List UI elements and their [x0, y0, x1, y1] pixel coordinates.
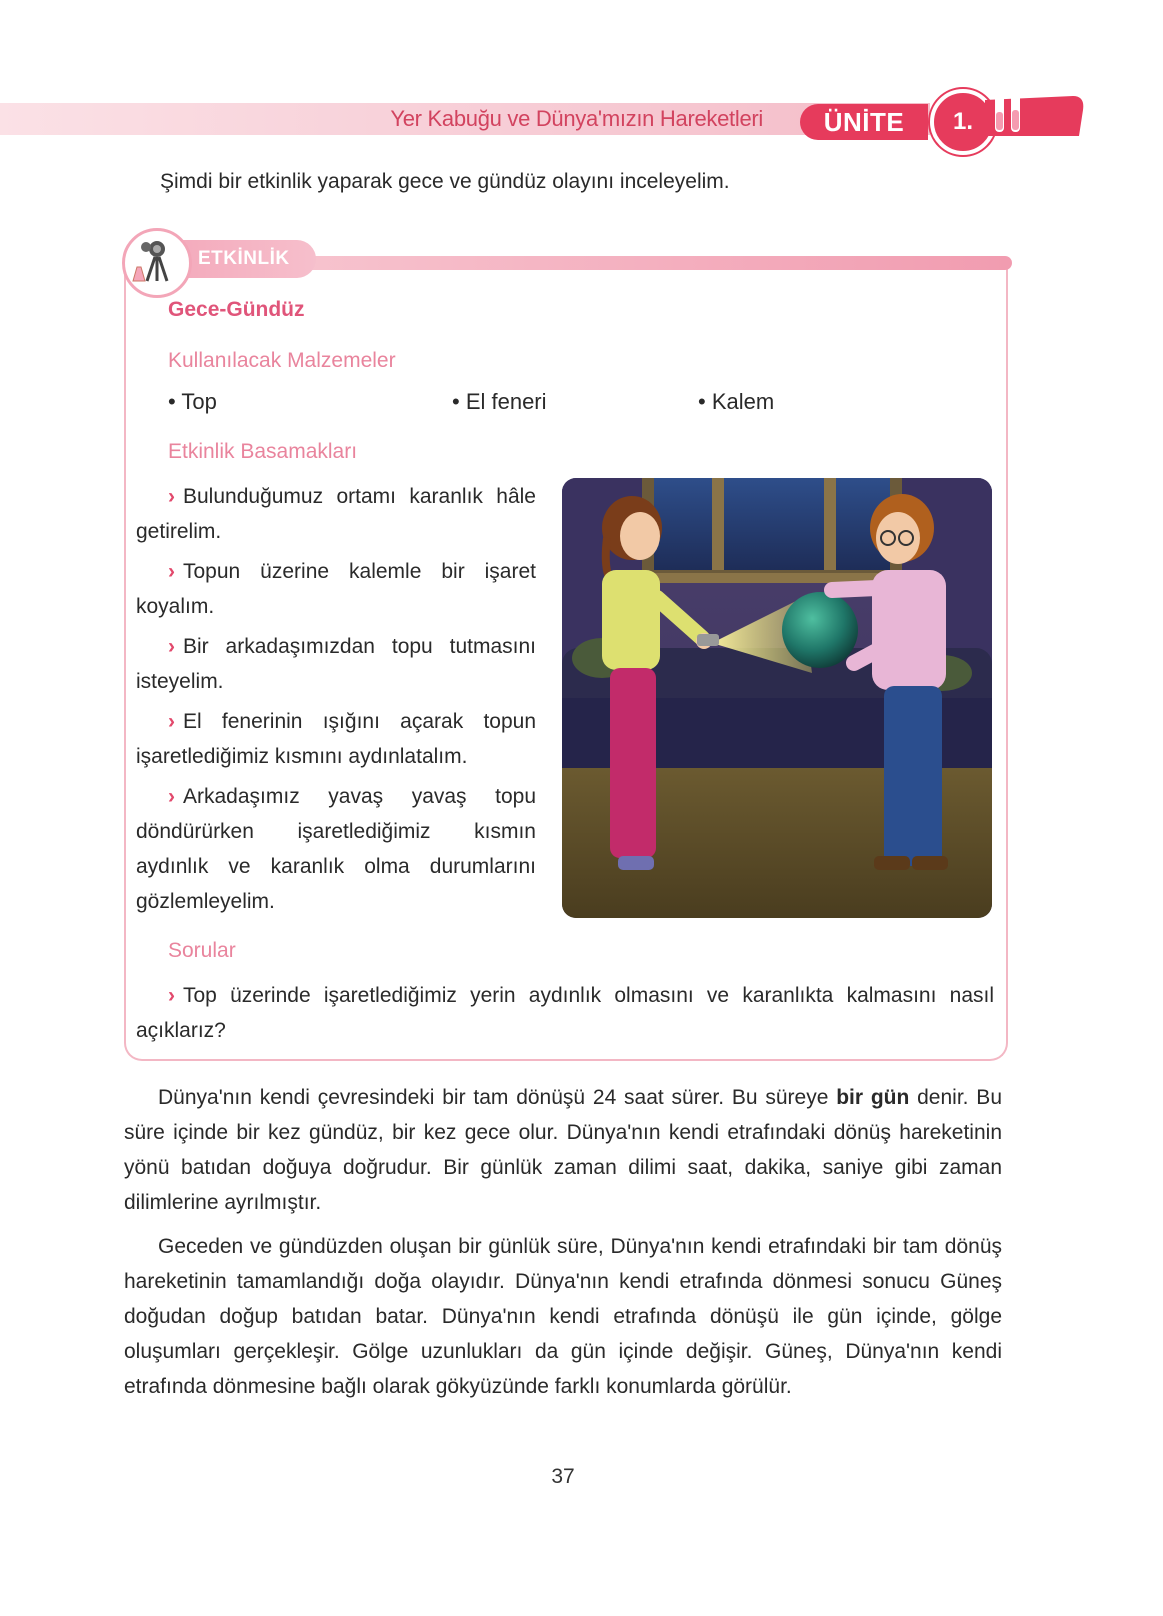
chevron-right-icon: › [168, 635, 175, 658]
questions-heading: Sorular [168, 939, 236, 962]
test-tubes-icon [985, 96, 1085, 140]
activity-title: Gece-Gündüz [168, 298, 305, 321]
paragraph-2: Geceden ve gündüzden oluşan bir günlük süre, Dünya'nın kendi etrafındaki bir tam dönüş hareketinin tamamlandığı doğa olayıdır. Dünya'nın kendi etrafında dönmesi sonucu Güneş doğudan doğup batıdan batar. Dünya'nın kendi etrafında dönüşü ile gün içinde, gölge oluşumları gerçekleşir. Gölge uzunlukları da gün içinde değişir. Güneş, Dünya'nın kendi etrafında dönmesine bağlı olarak gökyüzünde farklı konumlarda görülür. [124, 1235, 1002, 1398]
activity-tab-label: ETKİNLİK [198, 248, 290, 269]
step-item: › Topun üzerine kalemle bir işaret koyalım. [136, 560, 536, 618]
step-item: › Bulunduğumuz ortamı karanlık hâle getirelim. [136, 485, 536, 543]
chevron-right-icon: › [168, 785, 175, 808]
bold-term: bir gün [836, 1086, 910, 1109]
intro-sentence: Şimdi bir etkinlik yaparak gece ve gündüz olayını inceleyelim. [160, 170, 730, 193]
activity-header-bar [300, 256, 1012, 270]
steps-heading: Etkinlik Basamakları [168, 440, 358, 463]
chevron-right-icon: › [168, 984, 175, 1007]
material-pencil: • Kalem [698, 389, 775, 414]
chevron-right-icon: › [168, 710, 175, 733]
step-item: › El fenerinin ışığını açarak topun işaretlediğimiz kısmını aydınlatalım. [136, 710, 536, 768]
chevron-right-icon: › [168, 485, 175, 508]
materials-heading: Kullanılacak Malzemeler [168, 349, 396, 372]
unit-title: Yer Kabuğu ve Dünya'mızın Hareketleri [390, 106, 763, 131]
chevron-right-icon: › [168, 560, 175, 583]
paragraph-1: Dünya'nın kendi çevresindeki bir tam dönüşü 24 saat sürer. Bu süreye bir gün denir. Bu süre içinde bir kez gündüz, bir kez gece olur. Dünya'nın kendi etrafındaki dönüş hareketinin yönü batıdan doğuya doğrudur. Bir günlük zaman dilimi saat, dakika, saniye gibi zaman dilimlerine ayrılmıştır. [124, 1086, 1002, 1214]
unit-label: ÜNİTE [800, 104, 928, 140]
flashlight-ball-illustration [562, 478, 992, 918]
step-item: › Bir arkadaşımızdan topu tutmasını isteyelim. [136, 635, 536, 693]
question-text: › Top üzerinde işaretlediğimiz yerin aydınlık olmasını ve karanlıkta kalmasını nasıl açıklarız? [136, 984, 994, 1042]
activity-steps [136, 479, 536, 924]
material-flashlight: • El feneri [452, 389, 547, 414]
lab-equipment-icon [122, 228, 192, 298]
page-number: 37 [551, 1465, 575, 1488]
unit-number: 1. [930, 89, 996, 155]
material-ball: • Top [168, 389, 217, 414]
step-item: › Arkadaşımız yavaş yavaş topu döndürürken işaretlediğimiz kısmın aydınlık ve karanlık olma durumlarını gözlemleyelim. [136, 785, 536, 913]
